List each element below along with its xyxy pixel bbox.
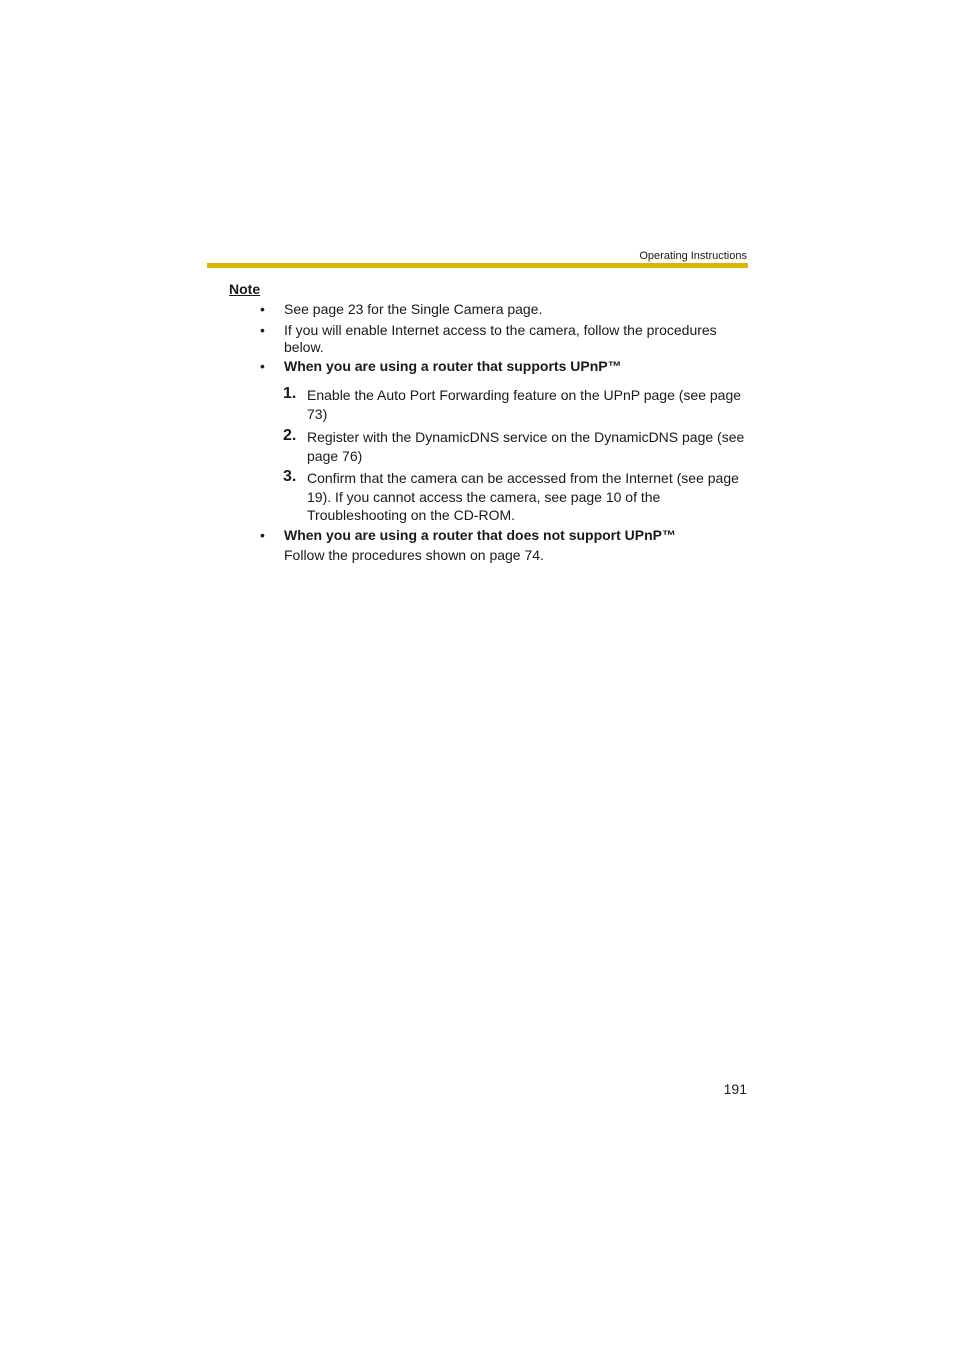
bullet-icon: • [260,358,265,374]
step-text: Confirm that the camera can be accessed from the Internet (see page 19). If you cannot access the camera, see page 10 of the Troubleshooting on the CD-ROM. [307,470,739,523]
no-upnp-instruction: Follow the procedures shown on page 74. [284,547,544,563]
upnp-step-3 [283,469,753,525]
page-number: 191 [723,1081,747,1097]
bullet-icon: • [260,301,265,317]
note-bullet-text: See page 23 for the Single Camera page. [284,301,543,317]
no-upnp-section-title-text: When you are using a router that does not support UPnP™ [284,527,677,543]
header-rule [207,263,748,268]
upnp-step-1 [283,386,753,423]
bullet-icon: • [260,527,265,543]
upnp-section-title [260,358,750,375]
note-bullet [260,322,750,355]
bullet-icon: • [260,322,265,338]
step-text: Enable the Auto Port Forwarding feature on the UPnP page (see page 73) [307,387,742,422]
note-bullet-text: If you will enable Internet access to the camera, follow the procedures below. [284,322,717,355]
note-bullet [260,301,750,318]
step-number: 3. [283,468,297,485]
step-number: 2. [283,427,297,444]
step-number: 1. [283,385,297,402]
note-heading: Note [229,281,261,297]
running-header: Operating Instructions [639,250,747,262]
no-upnp-section-title [260,527,750,544]
step-text: Register with the DynamicDNS service on the DynamicDNS page (see page 76) [307,429,745,464]
upnp-step-2 [283,428,753,465]
upnp-section-title-text: When you are using a router that supports UPnP™ [284,358,622,374]
